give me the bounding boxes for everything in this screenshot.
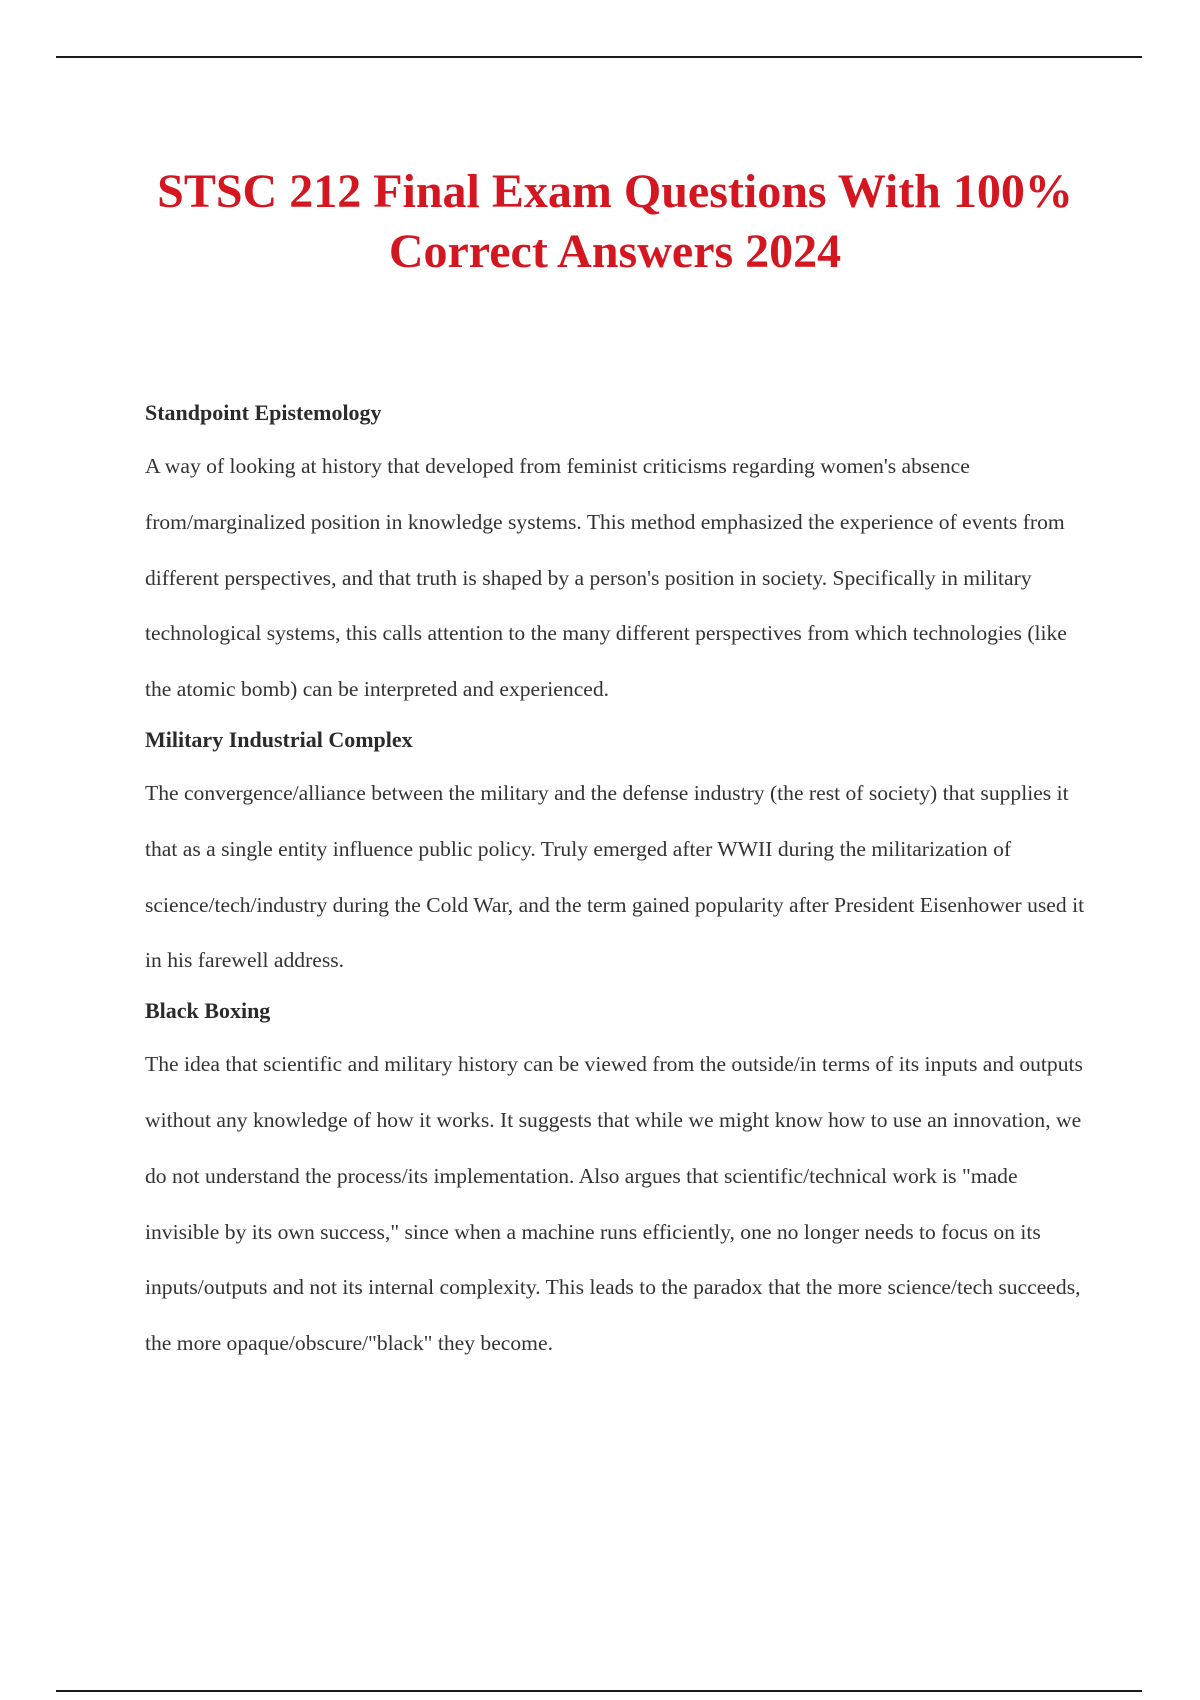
entry-term: Standpoint Epistemology [145,400,382,425]
entry-term: Black Boxing [145,998,271,1024]
bottom-rule [56,1690,1142,1692]
entry-definition: The convergence/alliance between the military and the defense industry (the rest of society) that supplies it that as a single entity influence public policy. Truly emerged after WWII during the militarization of science/tech/industry during the Cold War, and the term gained popularity after President Eisenhower used it in his farewell address. [145,780,1085,973]
document-content [145,396,1095,1377]
entry-black-boxing [145,994,1095,1372]
top-rule [56,56,1142,58]
entry-term: Military Industrial Complex [145,726,413,752]
entry-military-industrial-complex [145,723,1095,989]
entry-definition: The idea that scientific and military history can be viewed from the outside/in terms of its inputs and outputs without any knowledge of how it works. It suggests that while we might know how to use an innovation, we do not understand the process/its implementation. Also argues that scientific/technical work is "made invisible by its own success," since when a machine runs efficiently, one no longer needs to focus on its inputs/outputs and not its internal complexity. This leads to the paradox that the more science/tech succeeds, the more opaque/obscure/"black" they become. [145,1052,1083,1356]
entry-definition: A way of looking at history that developed from feminist criticisms regarding women's absence from/marginalized position in knowledge systems. This method emphasized the experience of events from different perspectives, and that truth is shaped by a person's position in society. Specifically in military technological systems, this calls attention to the many different perspectives from which technologies (like the atomic bomb) can be interpreted and experienced. [145,454,1067,702]
entry-standpoint-epistemology [145,396,1095,718]
document-title: STSC 212 Final Exam Questions With 100% Correct Answers 2024 [157,165,1073,278]
